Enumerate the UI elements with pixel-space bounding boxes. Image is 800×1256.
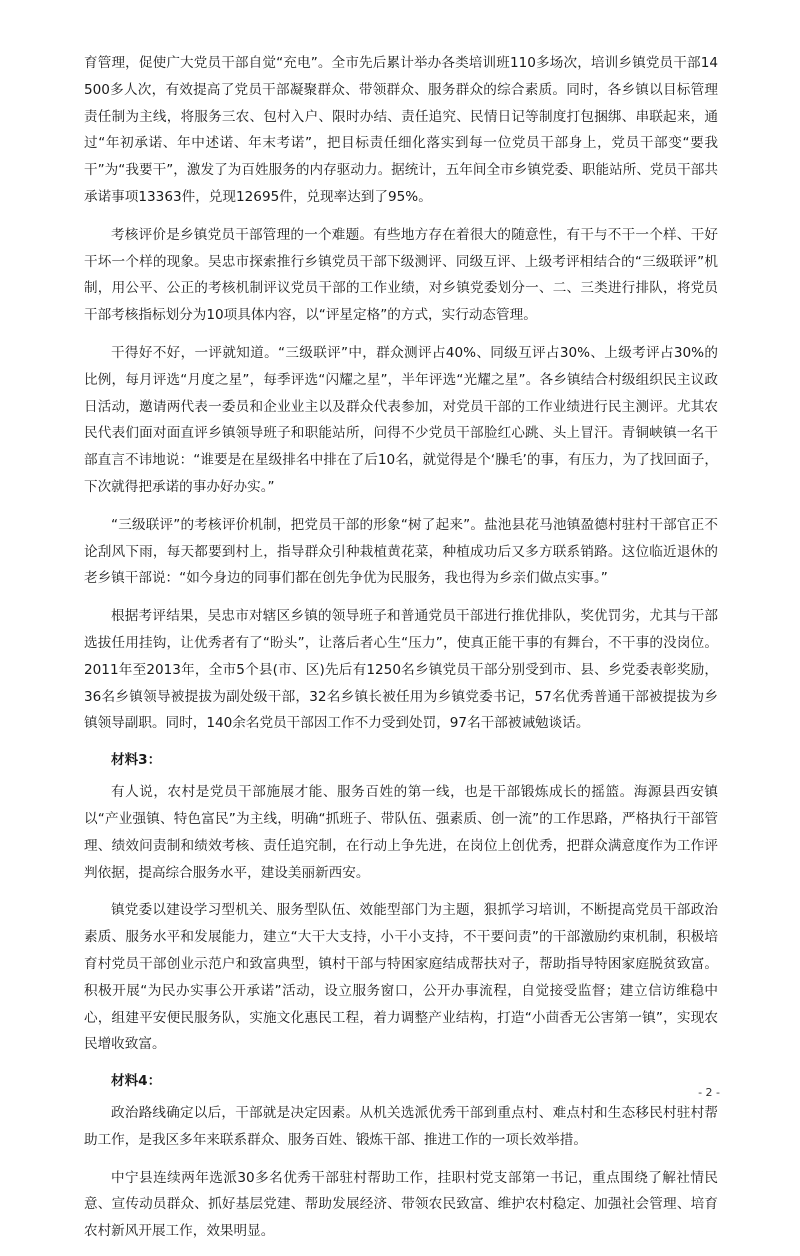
body-paragraph: 干得好不好，一评就知道。“三级联评”中，群众测评占40%、同级互评占30%、上级考评占30%的比例，每月评选“月度之星”，每季评选“闪耀之星”，半年评选“光耀之星”。各乡镇结合村级组织民主议政日活动，邀请两代表一委员和企业业主以及群众代表参加，对党员干部的工作业绩进行民主测评。尤其农民代表们面对面直评乡镇领导班子和职能站所，问得不少党员干部脸红心跳、头上冒汗。青铜峡镇一名干部直言不讳地说：“谁要是在星级排名中排在了后10名，就觉得是个‘臊毛’的事，有压力，为了找回面子，下次就得把承诺的事办好办实。” <box>84 344 718 495</box>
page-number: - 2 - <box>698 1086 720 1099</box>
body-paragraph: 有人说，农村是党员干部施展才能、服务百姓的第一线，也是干部锻炼成长的摇篮。海源县西安镇以“产业强镇、特色富民”为主线，明确“抓班子、带队伍、强素质、创一流”的工作思路，严格执行干部管理、绩效问责制和绩效考核、责任追究制，在行动上争先进，在岗位上创优秀，把群众满意度作为工作评判依据，提高综合服务水平，建设美丽新西安。 <box>84 784 718 881</box>
section-heading-material-4: 材料4： <box>111 1073 162 1090</box>
body-paragraph: 根据考评结果，吴忠市对辖区乡镇的领导班子和普通党员干部进行推优排队，奖优罚劣，尤其与干部选拔任用挂钩，让优秀者有了“盼头”，让落后者心生“压力”，使真正能干事的有舞台，不干事的没岗位。2011年至2013年，全市5个县(市、区)先后有1250名乡镇党员干部分别受到市、县、乡党委表彰奖励，36名乡镇领导被提拔为副处级干部，32名乡镇长被任用为乡镇党委书记，57名优秀普通干部被提拔为乡镇领导副职。同时，140余名党员干部因工作不力受到处罚，97名干部被诫勉谈话。 <box>84 608 718 732</box>
body-paragraph: 中宁县连续两年选派30多名优秀干部驻村帮助工作，挂职村党支部第一书记，重点围绕了解社情民意、宣传动员群众、抓好基层党建、帮助发展经济、带领农民致富、维护农村稳定、加强社会管理、培育农村新风开展工作，效果明显。 <box>84 1169 718 1240</box>
body-paragraph: “三级联评”的考核评价机制，把党员干部的形象“树了起来”。盐池县花马池镇盈德村驻村干部官正不论刮风下雨，每天都要到村上，指导群众引种栽植黄花菜，种植成功后又多方联系销路。这位临近退休的老乡镇干部说：“如今身边的同事们都在创先争优为民服务，我也得为乡亲们做点实事。” <box>84 516 718 587</box>
body-paragraph-continued: 育管理，促使广大党员干部自觉“充电”。全市先后累计举办各类培训班110多场次，培训乡镇党员干部14500多人次，有效提高了党员干部凝聚群众、带领群众、服务群众的综合素质。同时，各乡镇以目标管理责任制为主线，将服务三农、包村入户、限时办结、责任追究、民情日记等制度打包捆绑、串联起来，通过“年初承诺、年中述诺、年末考诺”，把目标责任细化落实到每一位党员干部身上，党员干部变“要我干”为“我要干”，激发了为百姓服务的内存驱动力。据统计，五年间全市乡镇党委、职能站所、党员干部共承诺事项13363件，兑现12695件，兑现率达到了95%。 <box>84 55 718 205</box>
document-body <box>84 50 718 1256</box>
body-paragraph: 镇党委以建设学习型机关、服务型队伍、效能型部门为主题，狠抓学习培训，不断提高党员干部政治素质、服务水平和发展能力，建立“大干大支持，小干小支持，不干要问责”的干部激励约束机制，积极培育村党员干部创业示范户和致富典型，镇村干部与特困家庭结成帮扶对子，帮助指导特困家庭脱贫致富。积极开展“为民办实事公开承诺”活动，设立服务窗口，公开办事流程，自觉接受监督；建立信访维稳中心，组建平安便民服务队，实施文化惠民工程，着力调整产业结构，打造“小茴香无公害第一镇”，实现农民增收致富。 <box>84 902 718 1053</box>
section-heading-material-3: 材料3： <box>111 752 162 769</box>
body-paragraph: 考核评价是乡镇党员干部管理的一个难题。有些地方存在着很大的随意性，有干与不干一个样、干好干坏一个样的现象。吴忠市探索推行乡镇党员干部下级测评、同级互评、上级考评相结合的“三级联评”机制，用公平、公正的考核机制评议党员干部的工作业绩，对乡镇党委划分一、二、三类进行排队，将党员干部考核指标划分为10项具体内容，以“评星定格”的方式，实行动态管理。 <box>84 226 718 324</box>
body-paragraph: 政治路线确定以后，干部就是决定因素。从机关选派优秀干部到重点村、难点村和生态移民村驻村帮助工作，是我区多年来联系群众、服务百姓、锻炼干部、推进工作的一项长效举措。 <box>84 1105 718 1148</box>
